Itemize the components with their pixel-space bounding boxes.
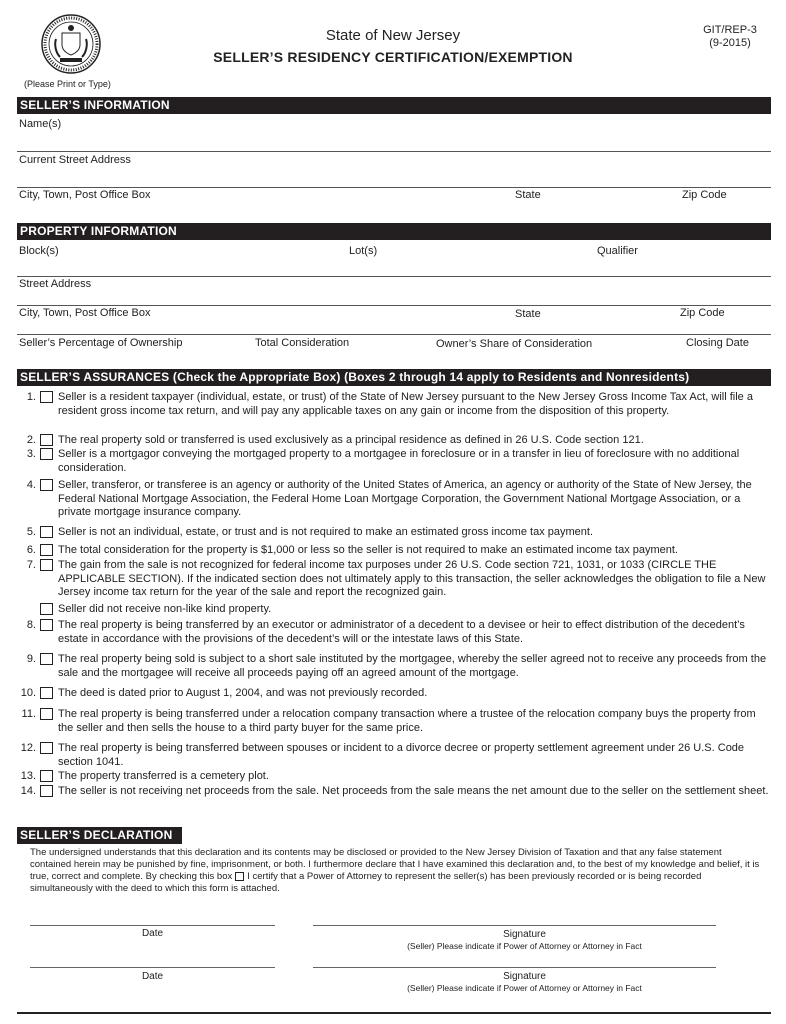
assurance-checkbox[interactable] <box>40 603 53 615</box>
seller-city-label: City, Town, Post Office Box <box>19 189 151 201</box>
property-city-field[interactable] <box>17 334 771 335</box>
state-seal-icon <box>40 13 102 75</box>
closing-date-label: Closing Date <box>686 337 749 349</box>
property-street-field[interactable] <box>17 305 771 306</box>
date-label-2: Date <box>141 971 164 982</box>
assurance-checkbox[interactable] <box>40 391 53 403</box>
assurance-number: 3. <box>26 448 36 460</box>
seller-names-label: Name(s) <box>19 118 62 130</box>
assurance-text: The total consideration for the property is $1,000 or less so the seller is not required to make an estimated income tax payment. <box>58 544 678 556</box>
assurance-checkbox[interactable] <box>40 770 53 782</box>
assurance-checkbox[interactable] <box>40 448 53 460</box>
print-instruction: (Please Print or Type) <box>24 79 111 89</box>
assurance-text: The real property is being transferred by an executor or administrator of a decedent to a devisee or heir to effect distribution of the decedent’s estate in accordance with the provisions of the decedent’s will or the intestate laws of this State. <box>58 619 745 645</box>
signature-field-2[interactable] <box>313 967 716 968</box>
signature-field-1[interactable] <box>313 925 716 926</box>
assurance-number: 12. <box>20 742 36 754</box>
assurance-text: The real property sold or transferred is used exclusively as a principal residence as defined in 26 U.S. Code section 121. <box>58 434 644 446</box>
seller-state-label: State <box>515 189 541 201</box>
lot-label: Lot(s) <box>349 245 378 257</box>
assurance-checkbox[interactable] <box>40 544 53 556</box>
assurance-text: The deed is dated prior to August 1, 2004, and was not previously recorded. <box>58 687 428 699</box>
assurance-number: 8. <box>26 619 36 631</box>
assurance-text: The real property is being transferred between spouses or incident to a divorce decree or property settlement agreement under 26 U.S. Code section 1041. <box>58 742 745 768</box>
assurance-text: Seller, transferor, or transferee is an agency or authority of the United States of America, an agency or authority of the State of New Jersey, the Federal National Mortgage Association, the Federal Home Loan Mortgage Corporation, the Government National Mortgage Association, or a private mortgage insurance company. <box>58 479 752 518</box>
assurance-checkbox[interactable] <box>40 434 53 446</box>
form-id <box>690 24 770 50</box>
declaration-heading: SELLER’S DECLARATION <box>17 827 182 844</box>
property-info-heading: PROPERTY INFORMATION <box>17 223 771 240</box>
assurance-number: 7. <box>26 559 36 571</box>
assurance-checkbox[interactable] <box>40 653 53 665</box>
state-title: State of New Jersey <box>325 27 461 44</box>
assurance-number: 5. <box>26 526 36 538</box>
form-revision-date: (9-2015) <box>709 37 751 49</box>
assurance-text: The seller is not receiving net proceeds from the sale. Net proceeds from the sale means the net amount due to the seller on the settlement sheet. <box>58 785 769 797</box>
assurance-number: 6. <box>26 544 36 556</box>
total-consideration-label: Total Consideration <box>255 337 350 349</box>
assurance-text: The real property is being transferred under a relocation company transaction where a trustee of the relocation company buys the property from the seller and then sells the house to a third party buyer for the same price. <box>58 708 756 734</box>
property-state-label: State <box>515 308 541 320</box>
assurance-number: 4. <box>26 479 36 491</box>
ownership-percentage-label: Seller’s Percentage of Ownership <box>19 337 183 349</box>
assurance-checkbox[interactable] <box>40 785 53 797</box>
seller-street-label: Current Street Address <box>19 154 131 166</box>
assurance-checkbox[interactable] <box>40 479 53 491</box>
qualifier-label: Qualifier <box>597 245 638 257</box>
assurance-checkbox[interactable] <box>40 526 53 538</box>
assurance-checkbox[interactable] <box>40 619 53 631</box>
assurance-checkbox[interactable] <box>40 742 53 754</box>
declaration-text-after: I certify that a Power of Attorney to represent the seller(s) has been previously recorded or is being recorded simultaneously with the deed to which this form is attached. <box>30 871 702 894</box>
power-of-attorney-checkbox[interactable] <box>235 872 244 881</box>
date-field-1[interactable] <box>30 925 275 926</box>
assurance-checkbox[interactable] <box>40 559 53 571</box>
block-lot-field[interactable] <box>17 276 771 277</box>
signature-sublabel-2: (Seller) Please indicate if Power of Attorney or Attorney in Fact <box>407 983 642 993</box>
form-number: GIT/REP-3 <box>703 24 757 36</box>
seller-info-heading: SELLER’S INFORMATION <box>17 97 771 114</box>
assurance-number: 9. <box>26 653 36 665</box>
declaration-text <box>30 847 760 895</box>
date-field-2[interactable] <box>30 967 275 968</box>
assurance-text: The real property being sold is subject to a short sale instituted by the mortgagee, whereby the seller agreed not to receive any proceeds from the sale and the mortgagee will receive all proceeds paying off an agreed amount of the mortgage. <box>58 653 767 679</box>
property-zip-label: Zip Code <box>680 307 725 319</box>
date-label-1: Date <box>141 928 164 939</box>
assurance-text: The gain from the sale is not recognized for federal income tax purposes under 26 U.S. Code section 721, 1031, or 1033 (CIRCLE THE APPLICABLE SECTION). If the indicated section does not ultimately apply to this transaction, the seller acknowledges the obligation to file a New Jersey income tax return for the year of the sale and report the recognized gain. <box>58 559 766 598</box>
signature-sublabel-1: (Seller) Please indicate if Power of Attorney or Attorney in Fact <box>407 941 642 951</box>
assurance-checkbox[interactable] <box>40 687 53 699</box>
assurance-text: Seller is a resident taxpayer (individual, estate, or trust) of the State of New Jersey pursuant to the New Jersey Gross Income Tax Act, will file a resident gross income tax return, and will pay any applicable taxes on any gain or income from the disposition of this property. <box>58 391 753 417</box>
assurances-heading: SELLER’S ASSURANCES (Check the Appropriate Box) (Boxes 2 through 14 apply to Residents and Nonresidents) <box>17 369 771 386</box>
assurance-number: 10. <box>20 687 36 699</box>
assurance-number: 2. <box>26 434 36 446</box>
assurance-text: Seller is a mortgagor conveying the mortgaged property to a mortgagee in foreclosure or in a transfer in lieu of foreclosure with no additional consideration. <box>58 448 740 474</box>
assurance-number: 14. <box>20 785 36 797</box>
assurance-checkbox[interactable] <box>40 708 53 720</box>
property-street-label: Street Address <box>19 278 92 290</box>
signature-label-2: Signature <box>503 971 546 982</box>
seller-names-field[interactable] <box>17 151 771 152</box>
property-city-label: City, Town, Post Office Box <box>19 307 151 319</box>
assurance-text: Seller did not receive non-like kind property. <box>58 603 272 615</box>
owner-share-label: Owner’s Share of Consideration <box>436 338 593 350</box>
seller-zip-label: Zip Code <box>682 189 727 201</box>
assurance-number: 11. <box>21 708 36 720</box>
assurance-number: 1. <box>26 391 36 403</box>
signature-label-1: Signature <box>503 929 546 940</box>
block-label: Block(s) <box>19 245 59 257</box>
declaration-text-before: The undersigned understands that this declaration and its contents may be disclosed or provided to the New Jersey Division of Taxation and that any false statement contained herein may be punished by fine, imprisonment, or both. I furthermore declare that I have examined this declaration and, to the best of my knowledge and belief, it is true, correct and complete. By checking this box <box>30 847 760 882</box>
form-title: SELLER’S RESIDENCY CERTIFICATION/EXEMPTION <box>213 49 573 65</box>
assurance-number: 13. <box>20 770 36 782</box>
assurance-text: The property transferred is a cemetery plot. <box>58 770 269 782</box>
bottom-divider <box>17 1012 771 1014</box>
seller-street-field[interactable] <box>17 187 771 188</box>
assurance-text: Seller is not an individual, estate, or trust and is not required to make an estimated gross income tax payment. <box>58 526 593 538</box>
